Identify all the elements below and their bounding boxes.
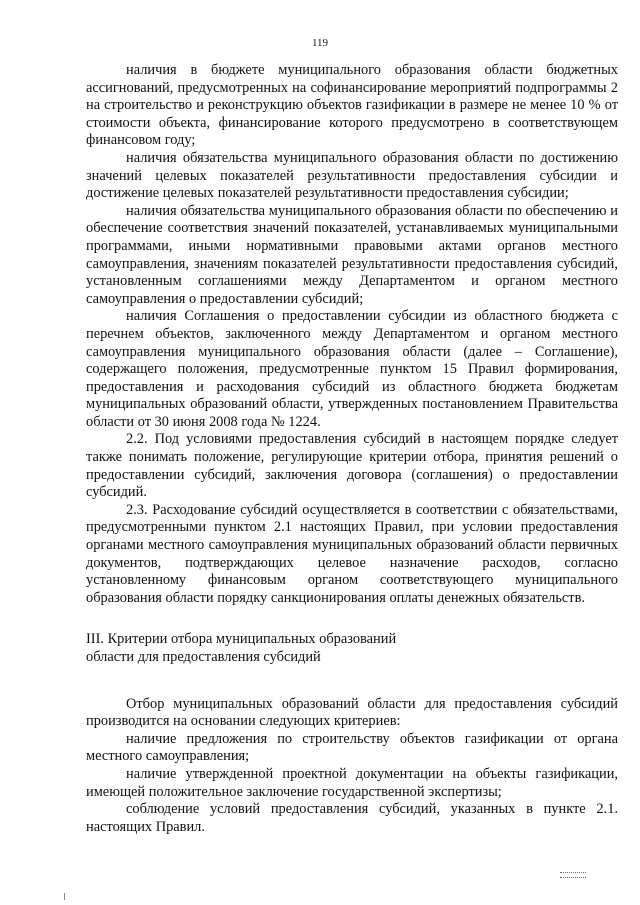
paragraph-criterion-design-docs: наличие утвержденной проектной документации на объекты газификации, имеющей положительное заключение государственной экспертизы; <box>86 765 618 800</box>
page-number: 119 <box>311 37 329 49</box>
paragraph-criterion-proposal: наличие предложения по строительству объектов газификации от органа местного самоуправления; <box>86 730 618 765</box>
document-body <box>86 62 618 836</box>
scan-artifact-mark <box>560 872 586 878</box>
section-heading <box>86 631 618 666</box>
paragraph-2-2: 2.2. Под условиями предоставления субсидий в настоящем порядке следует также понимать положение, регулирующие критерии отбора, принятия решений о предоставлении субсидий, заключения договора (соглашения) о предоставлении субсидий. <box>86 431 618 501</box>
paragraph-agreement: наличия Соглашения о предоставлении субсидии из областного бюджета с перечнем объектов, заключенного между Департаментом и органом местного самоуправления муниципального образования области (далее – Соглашение), содержащего положения, предусмотренные пунктом 15 Правил формирования, предоставления и расходования субсидий из областного бюджета бюджетам муниципальных образований области, утвержденных постановлением Правительства области от 30 июня 2008 года № 1224. <box>86 308 618 430</box>
paragraph-indicator-compliance: наличия обязательства муниципального образования области по обеспечению и обеспечение соответствия значений показателей, устанавливаемых муниципальными программами, иными нормативными правовыми актами органов местного самоуправления, значениям показателей результативности предоставления субсидий, установленным соглашениями между Департаментом и органом местного самоуправления о предоставлении субсидий; <box>86 202 618 307</box>
paragraph-budget-allocation: наличия в бюджете муниципального образования области бюджетных ассигнований, предусмотренных на софинансирование мероприятий подпрограммы 2 на строительство и реконструкцию объектов газификации в размере не менее 10 % от стоимости объекта, финансирование которого предусмотрено в соответствующем финансовом году; <box>86 62 618 149</box>
paragraph-selection-intro: Отбор муниципальных образований области для предоставления субсидий производится на основании следующих критериев: <box>86 695 618 730</box>
scan-edge-tick <box>64 893 65 900</box>
section-heading-line-1: III. Критерии отбора муниципальных образований <box>86 631 397 648</box>
paragraph-criterion-conditions: соблюдение условий предоставления субсидий, указанных в пункте 2.1. настоящих Правил. <box>86 801 618 835</box>
paragraph-2-3: 2.3. Расходование субсидий осуществляется в соответствии с обязательствами, предусмотренными пунктом 2.1 настоящих Правил, при условии предоставления органами местного самоуправления муниципальных образований области первичных документов, подтверждающих целевое назначение расходов, согласно установленному финансовым органом соответствующего муниципального образования области порядку санкционирования оплаты денежных обязательств. <box>86 501 618 606</box>
paragraph-target-indicators: наличия обязательства муниципального образования области по достижению значений целевых показателей результативности предоставления субсидии и достижение целевых показателей результативности предоставления субсидии; <box>86 149 618 202</box>
section-heading-line-2: области для предоставления субсидий <box>86 649 321 665</box>
